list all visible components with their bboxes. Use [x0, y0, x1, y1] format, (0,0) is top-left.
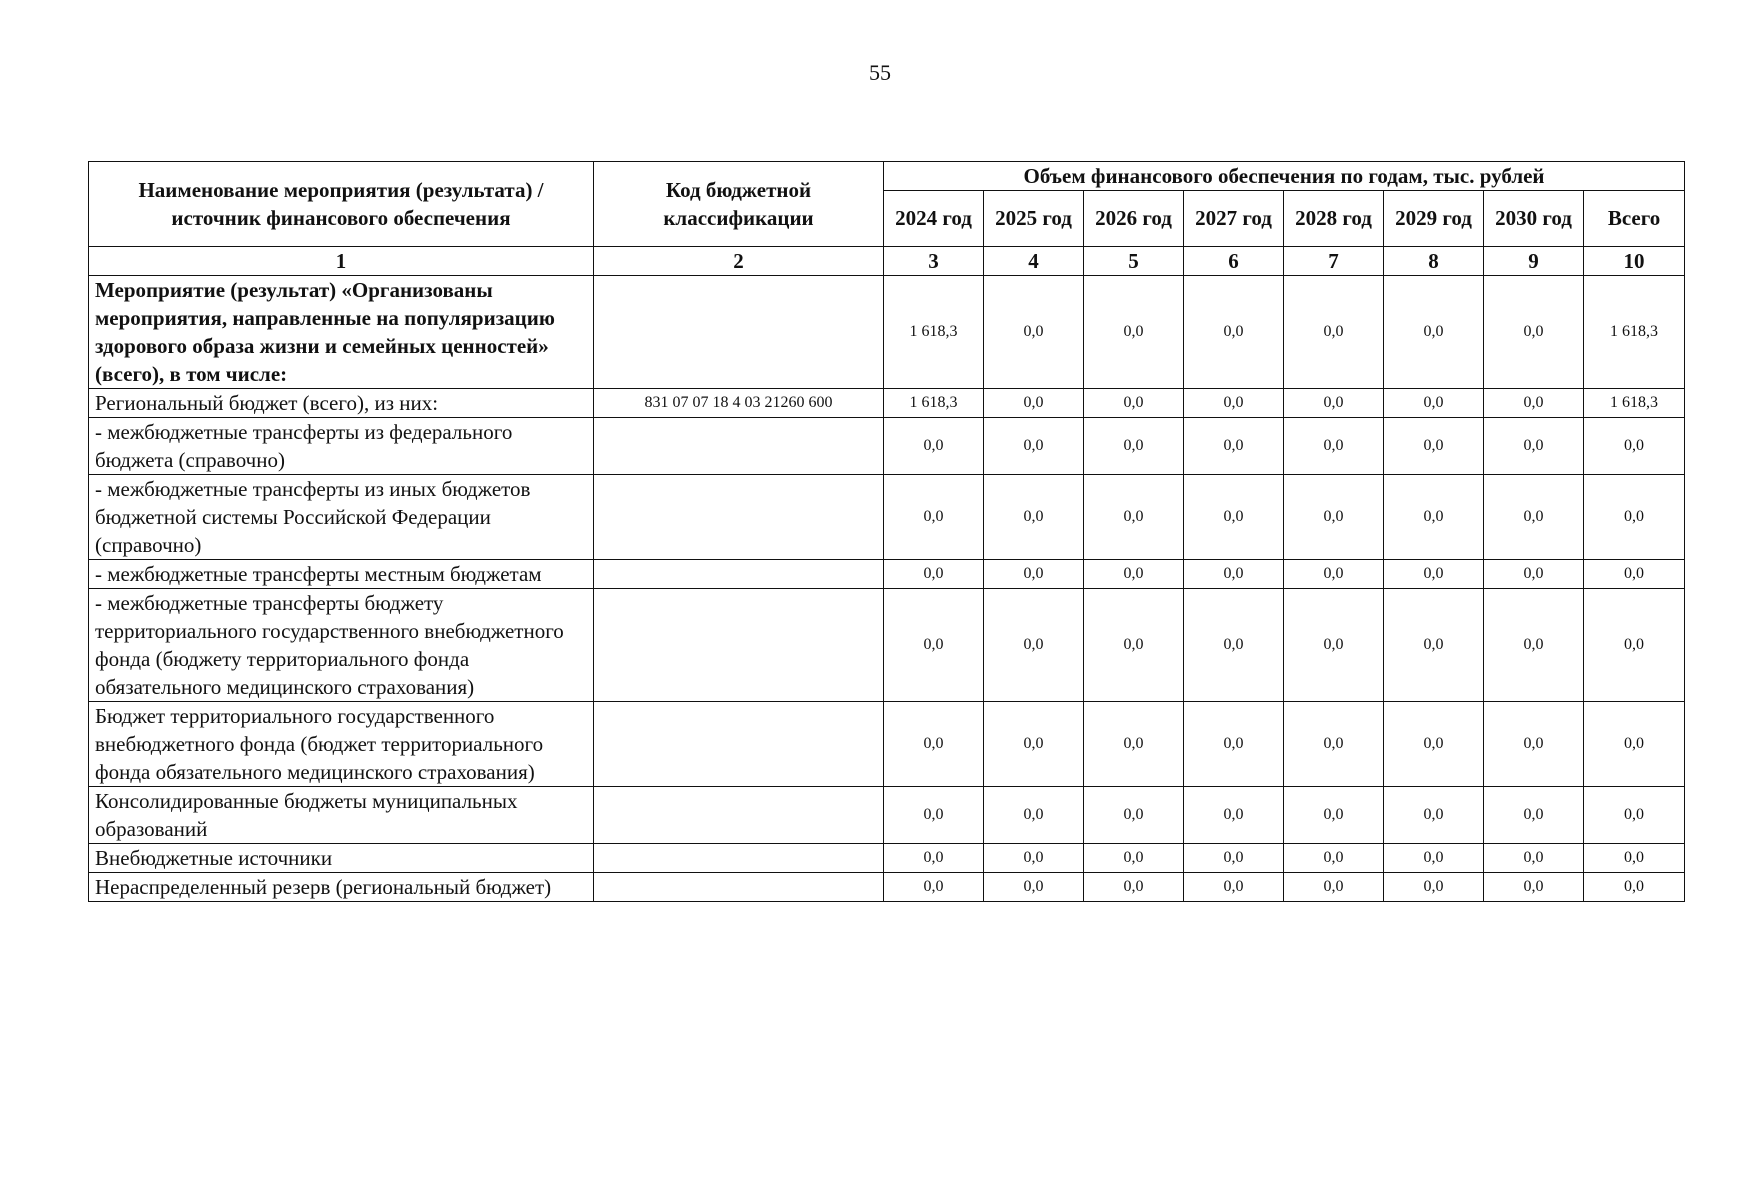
- row-code: 831 07 07 18 4 03 21260 600: [594, 389, 884, 418]
- row-code: [594, 418, 884, 475]
- row-value: 0,0: [1484, 389, 1584, 418]
- column-number: 5: [1084, 247, 1184, 276]
- header-year: 2026 год: [1084, 191, 1184, 247]
- header-year: 2024 год: [884, 191, 984, 247]
- row-name: Нераспределенный резерв (региональный бюджет): [89, 873, 594, 902]
- row-value: 0,0: [884, 844, 984, 873]
- row-value: 0,0: [1184, 787, 1284, 844]
- row-value: 0,0: [884, 702, 984, 787]
- row-value: 0,0: [1484, 475, 1584, 560]
- row-value: 0,0: [1384, 787, 1484, 844]
- row-value: 0,0: [984, 389, 1084, 418]
- header-funding-group: Объем финансового обеспечения по годам, тыс. рублей: [884, 162, 1685, 191]
- row-value: 0,0: [1284, 389, 1384, 418]
- row-value: 0,0: [884, 418, 984, 475]
- row-value: 0,0: [1384, 844, 1484, 873]
- row-value: 0,0: [1284, 702, 1384, 787]
- column-number: 1: [89, 247, 594, 276]
- column-number: 6: [1184, 247, 1284, 276]
- row-value: 0,0: [1184, 475, 1284, 560]
- header-code-column: Код бюджетной классификации: [594, 162, 884, 247]
- row-value: 0,0: [884, 475, 984, 560]
- column-number: 2: [594, 247, 884, 276]
- row-value: 0,0: [1184, 702, 1284, 787]
- column-number-row: [89, 247, 1685, 276]
- column-number: 10: [1584, 247, 1685, 276]
- table-row: [89, 418, 1685, 475]
- table-row: [89, 844, 1685, 873]
- row-total: 0,0: [1584, 844, 1685, 873]
- row-value: 0,0: [1384, 418, 1484, 475]
- row-value: 0,0: [1284, 787, 1384, 844]
- column-number: 8: [1384, 247, 1484, 276]
- header-total: Всего: [1584, 191, 1685, 247]
- row-value: 0,0: [1384, 276, 1484, 389]
- row-total: 0,0: [1584, 418, 1685, 475]
- row-value: 0,0: [1184, 560, 1284, 589]
- row-value: 0,0: [984, 560, 1084, 589]
- row-value: 0,0: [1484, 873, 1584, 902]
- row-value: 0,0: [1184, 418, 1284, 475]
- row-value: 0,0: [1084, 873, 1184, 902]
- row-value: 0,0: [1284, 873, 1384, 902]
- row-value: 0,0: [1084, 787, 1184, 844]
- table-row: [89, 560, 1685, 589]
- row-code: [594, 589, 884, 702]
- row-value: 0,0: [1384, 560, 1484, 589]
- row-value: 0,0: [1084, 418, 1184, 475]
- row-total: 1 618,3: [1584, 389, 1685, 418]
- row-code: [594, 560, 884, 589]
- row-value: 0,0: [984, 276, 1084, 389]
- row-code: [594, 873, 884, 902]
- row-value: 0,0: [1184, 589, 1284, 702]
- row-value: 0,0: [1084, 475, 1184, 560]
- row-code: [594, 702, 884, 787]
- row-value: 0,0: [984, 589, 1084, 702]
- page-number: 55: [869, 60, 891, 85]
- header-year: 2025 год: [984, 191, 1084, 247]
- row-code: [594, 844, 884, 873]
- row-value: 0,0: [884, 787, 984, 844]
- row-total: 0,0: [1584, 560, 1685, 589]
- row-value: 0,0: [1484, 844, 1584, 873]
- row-name: - межбюджетные трансферты местным бюджетам: [89, 560, 594, 589]
- row-value: 0,0: [1084, 276, 1184, 389]
- row-value: 0,0: [984, 844, 1084, 873]
- row-value: 0,0: [1084, 560, 1184, 589]
- column-number: 3: [884, 247, 984, 276]
- row-total: 0,0: [1584, 702, 1685, 787]
- row-total: 0,0: [1584, 475, 1685, 560]
- row-value: 0,0: [1484, 276, 1584, 389]
- header-name-column: Наименование мероприятия (результата) / источник финансового обеспечения: [89, 162, 594, 247]
- row-value: 0,0: [1284, 418, 1384, 475]
- row-value: 0,0: [884, 873, 984, 902]
- row-value: 0,0: [1384, 873, 1484, 902]
- row-value: 0,0: [984, 702, 1084, 787]
- row-value: 0,0: [1184, 873, 1284, 902]
- row-total: 0,0: [1584, 787, 1685, 844]
- table-row: [89, 787, 1685, 844]
- row-code: [594, 475, 884, 560]
- row-value: 0,0: [1284, 844, 1384, 873]
- row-value: 0,0: [1284, 589, 1384, 702]
- row-value: 0,0: [1484, 560, 1584, 589]
- table-row: [89, 589, 1685, 702]
- column-number: 4: [984, 247, 1084, 276]
- row-code: [594, 787, 884, 844]
- row-value: 0,0: [1084, 702, 1184, 787]
- row-value: 0,0: [1084, 589, 1184, 702]
- row-name: Внебюджетные источники: [89, 844, 594, 873]
- row-value: 0,0: [1184, 844, 1284, 873]
- table-row: [89, 276, 1685, 389]
- row-name: Мероприятие (результат) «Организованы мероприятия, направленные на популяризацию здорового образа жизни и семейных ценностей» (всего), в том числе:: [89, 276, 594, 389]
- table-row: [89, 873, 1685, 902]
- row-value: 0,0: [1184, 276, 1284, 389]
- column-number: 7: [1284, 247, 1384, 276]
- row-value: 0,0: [1084, 389, 1184, 418]
- row-value: 0,0: [1384, 702, 1484, 787]
- row-value: 0,0: [1284, 475, 1384, 560]
- row-value: 0,0: [984, 418, 1084, 475]
- header-year: 2029 год: [1384, 191, 1484, 247]
- row-total: 0,0: [1584, 589, 1685, 702]
- row-value: 0,0: [984, 475, 1084, 560]
- row-name: Бюджет территориального государственного внебюджетного фонда (бюджет территориального фонда обязательного медицинского страхования): [89, 702, 594, 787]
- funding-table: [88, 161, 1685, 902]
- row-total: 0,0: [1584, 873, 1685, 902]
- row-value: 0,0: [1384, 389, 1484, 418]
- row-name: Региональный бюджет (всего), из них:: [89, 389, 594, 418]
- column-number: 9: [1484, 247, 1584, 276]
- row-value: 0,0: [1484, 418, 1584, 475]
- row-code: [594, 276, 884, 389]
- row-value: 0,0: [984, 787, 1084, 844]
- row-value: 0,0: [1484, 589, 1584, 702]
- row-value: 0,0: [1384, 475, 1484, 560]
- row-value: 0,0: [1284, 560, 1384, 589]
- header-year: 2028 год: [1284, 191, 1384, 247]
- row-name: Консолидированные бюджеты муниципальных образований: [89, 787, 594, 844]
- row-value: 1 618,3: [884, 276, 984, 389]
- row-value: 0,0: [1484, 702, 1584, 787]
- row-value: 0,0: [1084, 844, 1184, 873]
- row-value: 0,0: [884, 560, 984, 589]
- header-year: 2030 год: [1484, 191, 1584, 247]
- table-header: [89, 162, 1685, 276]
- header-year: 2027 год: [1184, 191, 1284, 247]
- row-value: 0,0: [984, 873, 1084, 902]
- table-row: [89, 389, 1685, 418]
- row-name: - межбюджетные трансферты бюджету территориального государственного внебюджетного фонда (бюджету территориального фонда обязательного медицинского страхования): [89, 589, 594, 702]
- table-row: [89, 702, 1685, 787]
- row-value: 1 618,3: [884, 389, 984, 418]
- row-value: 0,0: [1184, 389, 1284, 418]
- row-value: 0,0: [884, 589, 984, 702]
- row-value: 0,0: [1384, 589, 1484, 702]
- row-name: - межбюджетные трансферты из федерального бюджета (справочно): [89, 418, 594, 475]
- row-value: 0,0: [1484, 787, 1584, 844]
- row-value: 0,0: [1284, 276, 1384, 389]
- table-row: [89, 475, 1685, 560]
- row-name: - межбюджетные трансферты из иных бюджетов бюджетной системы Российской Федерации (справочно): [89, 475, 594, 560]
- row-total: 1 618,3: [1584, 276, 1685, 389]
